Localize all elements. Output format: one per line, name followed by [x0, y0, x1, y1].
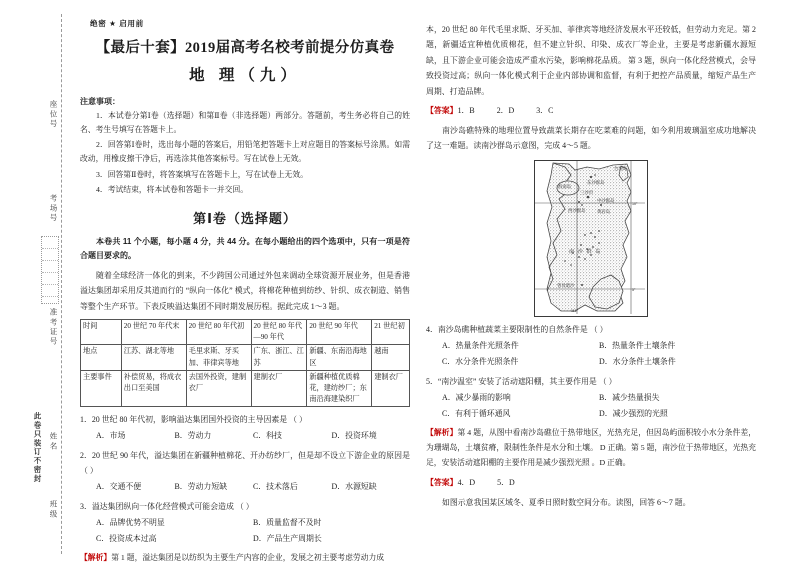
- table-cell: 广东、浙江、江苏: [251, 345, 307, 370]
- analysis-tag: 【解析】: [80, 553, 112, 563]
- option-c[interactable]: C．技术落后: [253, 482, 298, 492]
- table-cell: 21 世纪初: [372, 320, 410, 345]
- question-5-options-row-2: [426, 406, 756, 421]
- option-b[interactable]: B．减少热量损失: [599, 392, 660, 402]
- question-5-options-row-1: [426, 390, 756, 405]
- table-row: [81, 320, 410, 345]
- answer-item-5: 5．D: [497, 477, 515, 487]
- map-figure: [426, 160, 756, 317]
- admit-number-boxes: [41, 236, 59, 304]
- map-graphic: [535, 161, 645, 314]
- question-1-stem: 1．20 世纪 80 年代初，影响溢达集团国外投资的主导因素是 （ ）: [80, 415, 307, 425]
- option-a[interactable]: A．热量条件光照条件: [442, 340, 519, 350]
- table-cell: 新疆、东南沿海地区: [307, 345, 372, 370]
- table-row-header: 时间: [81, 320, 122, 345]
- question-4-options-row-1: [426, 338, 756, 353]
- option-a[interactable]: A．减少暴雨的影响: [442, 392, 511, 402]
- option-d[interactable]: D．水源短缺: [331, 482, 377, 492]
- map-label-sansha: 三沙市: [580, 189, 594, 195]
- analysis-2: [426, 426, 756, 471]
- table-cell: 补偿贸易，将成衣出口至美国: [121, 370, 186, 406]
- question-5-stem: 5．“南沙温室” 安装了活动遮阳棚，其主要作用是 （ ）: [426, 376, 617, 386]
- table-cell: 江苏、湖北等地: [121, 345, 186, 370]
- map-label-nansha: 南 沙 群 岛: [569, 248, 602, 255]
- notice-item: 2．回答第Ⅰ卷时，选出每小题的答案后，用铅笔把答题卡上对应题目的答案标号涂黑。如需改动，用橡皮擦干净后，再选涂其他答案标号。写在试卷上无效。: [80, 140, 410, 163]
- option-a[interactable]: A．市场: [96, 431, 126, 441]
- seal-label-seat-number: 座位号: [49, 100, 58, 130]
- seal-margin: [8, 8, 70, 560]
- question-2-options: [80, 479, 410, 494]
- table-cell: 20 世纪 70 年代末: [121, 320, 186, 345]
- south-china-sea-map: [534, 160, 648, 317]
- question-3-options-row-1: [80, 515, 410, 530]
- option-d[interactable]: D．产品生产周期长: [253, 534, 322, 544]
- seal-label-admit-number: 准考证号: [49, 308, 58, 347]
- table-row: [81, 370, 410, 406]
- answer-group-1: [426, 103, 756, 118]
- table-cell: 建制衣厂: [251, 370, 307, 406]
- question-1-options: [80, 428, 410, 443]
- option-c[interactable]: C．有利于循环通风: [442, 408, 511, 418]
- analysis-tag: 【解析】: [426, 427, 458, 437]
- option-b[interactable]: B．劳动力短缺: [174, 482, 228, 492]
- option-b[interactable]: B．热量条件土壤条件: [599, 340, 676, 350]
- secret-line: 绝密 ★ 启用前: [90, 19, 144, 28]
- table-cell: 越南: [372, 345, 410, 370]
- table-row-header: 地点: [81, 345, 122, 370]
- map-graticule-label-112: 112°: [571, 308, 579, 313]
- development-history-table: [80, 319, 410, 407]
- option-c[interactable]: C．科技: [253, 431, 282, 441]
- passage-1: 随着全球经济一体化的到来，不少跨国公司通过外包来调动全球资源开展业务，但是香港溢达集团却采用反其道而行的 “纵向一体化” 模式，将棉花种植到纺纱、针织、成衣制造、销售等整个生产环节。下表反映溢达集团不同时期发展历程。据此完成 1～3 题。: [80, 270, 410, 311]
- option-c[interactable]: C．投资成本过高: [96, 534, 157, 544]
- analysis-text: 第 1 题，溢达集团是以纺织为主要生产内容的企业，发展之初主要考虑劳动力成: [111, 553, 385, 563]
- seal-label-class: 班级: [49, 500, 58, 520]
- answer-tag: 【答案】: [426, 477, 458, 487]
- table-cell: 建制衣厂: [372, 370, 410, 406]
- paper-section-heading: 第Ⅰ卷（选择题）: [193, 210, 297, 226]
- seal-label-name: 姓名: [49, 432, 58, 452]
- table-cell: 新疆种植优质棉花，建纺纱厂；东南沿海建染织厂: [307, 370, 372, 406]
- table-cell: 20 世纪 80 年代初: [186, 320, 251, 345]
- question-3-stem: 3．溢达集团纵向一体化经营模式可能会造成 （ ）: [80, 502, 254, 512]
- option-c[interactable]: C．水分条件光照条件: [442, 356, 519, 366]
- map-label-huangyan: 黄岩岛: [597, 208, 611, 214]
- notice-heading: 注意事项：: [80, 97, 120, 106]
- option-a[interactable]: A．交通不便: [96, 482, 142, 492]
- seal-notice-text: 此卷只装订不密封: [33, 412, 42, 484]
- table-row: [81, 345, 410, 370]
- option-b[interactable]: B．劳动力: [174, 431, 212, 441]
- map-graticule-label-5: 5°: [632, 287, 636, 292]
- option-d[interactable]: D．水分条件土壤条件: [599, 356, 676, 366]
- table-row-header: 主要事件: [81, 370, 122, 406]
- notice-item: 4．考试结束，将本试卷和答题卡一并交回。: [96, 185, 249, 195]
- notice-item: 1．本试卷分第Ⅰ卷（选择题）和第Ⅱ卷（非选择题）两部分。答题前，考生务必将自己的姓名、考生号填写在答题卡上。: [80, 111, 410, 134]
- passage-2: 南沙岛礁特殊的地理位置导致蔬菜长期存在吃菜难的问题，如今利用玻璃温室成功地解决了这一难题。读南沙群岛示意图，完成 4～5 题。: [426, 126, 756, 151]
- table-cell: 毛里求斯、牙买加、菲律宾等地: [186, 345, 251, 370]
- analysis-1-left: [80, 551, 410, 566]
- answer-tag: 【答案】: [426, 106, 458, 116]
- option-d[interactable]: D．投资环境: [331, 431, 377, 441]
- map-label-zhongsha: 中沙群岛: [597, 197, 615, 203]
- table-cell: 20 世纪 90 年代: [307, 320, 372, 345]
- question-4-stem: 4．南沙岛礁种植蔬菜主要限制性的自然条件是 （ ）: [426, 324, 608, 334]
- left-column: [80, 6, 410, 563]
- map-label-hainan: 海南岛: [558, 183, 572, 189]
- subject-title: 地 理（九）: [189, 67, 301, 84]
- seal-dashed-line: [61, 14, 62, 554]
- table-cell: 20 世纪 80 年代—90 年代: [251, 320, 307, 345]
- map-label-xisha: 西沙群岛: [568, 207, 586, 213]
- passage-3: 如图示意我国某区域冬、夏季日照时数空间分布。读图，回答 6～7 题。: [442, 497, 691, 507]
- analysis-1-continued: 本，20 世纪 80 年代毛里求斯、牙买加、菲律宾等地经济发展水平还较低，但劳动力充足。第 2 题，新疆适宜种植优质棉花，但不建立针织、印染、成衣厂等企业，主要是考虑新疆水源短缺，且下游企业可能会造成严重水污染，影响棉花品质。 第 3 题，纵向一体化经营模式，会导致投资过高；纵向一体化模式利于企业内部协调和监督，有利于把控产品质量，缩短产品生产周期、打造品牌。: [426, 25, 756, 96]
- answer-group-2: [426, 475, 756, 490]
- table-cell: 去国外投资，建制衣厂: [186, 370, 251, 406]
- map-label-taiwan: 台湾岛: [614, 165, 628, 171]
- map-label-dongsha: 东沙群岛: [587, 179, 605, 185]
- map-graticule-label-10: 10°: [632, 201, 638, 206]
- right-column: [426, 6, 756, 560]
- map-label-zengmu: 曾母暗沙: [557, 282, 575, 288]
- question-3-options-row-2: [80, 531, 410, 546]
- page-title: 【最后十套】2019届高考名校考前提分仿真卷: [95, 40, 395, 56]
- question-4-options-row-2: [426, 354, 756, 369]
- seal-label-exam-room: 考场号: [49, 194, 58, 224]
- answer-item-3: 3．C: [536, 106, 554, 116]
- two-column-body: [74, 6, 792, 563]
- option-d[interactable]: D．减少强烈的光照: [599, 408, 668, 418]
- notice-item: 3．回答第Ⅱ卷时，将答案填写在答题卡上，写在试卷上无效。: [96, 169, 308, 179]
- question-2-stem: 2．20 世纪 90 年代，溢达集团在新疆种植棉花、开办纺纱厂，但是却不设立下游企业的原因是（ ）: [80, 451, 410, 476]
- option-b[interactable]: B．质量监督不及时: [253, 518, 322, 528]
- answer-item-4: 4．D: [457, 477, 476, 487]
- option-a[interactable]: A．品牌优势不明显: [96, 518, 165, 528]
- answer-item-1: 1．B: [457, 106, 475, 116]
- analysis-text: 第 4 题，从图中看南沙岛礁位于热带地区，光热充足，但因岛屿面积较小水分条件差，为珊瑚岛，土壤贫瘠，限制性条件是水分和土壤。 D 正确。第 5 题，南沙位于热带地区，光热充足，安装活动遮阳棚的主要作用是减少强烈光照 。D 正确。: [426, 427, 757, 467]
- paper-instruction: 本卷共 11 个小题，每小题 4 分，共 44 分。在每小题给出的四个选项中，只有一项是符合题目要求的。: [80, 236, 410, 260]
- answer-item-2: 2．D: [496, 106, 515, 116]
